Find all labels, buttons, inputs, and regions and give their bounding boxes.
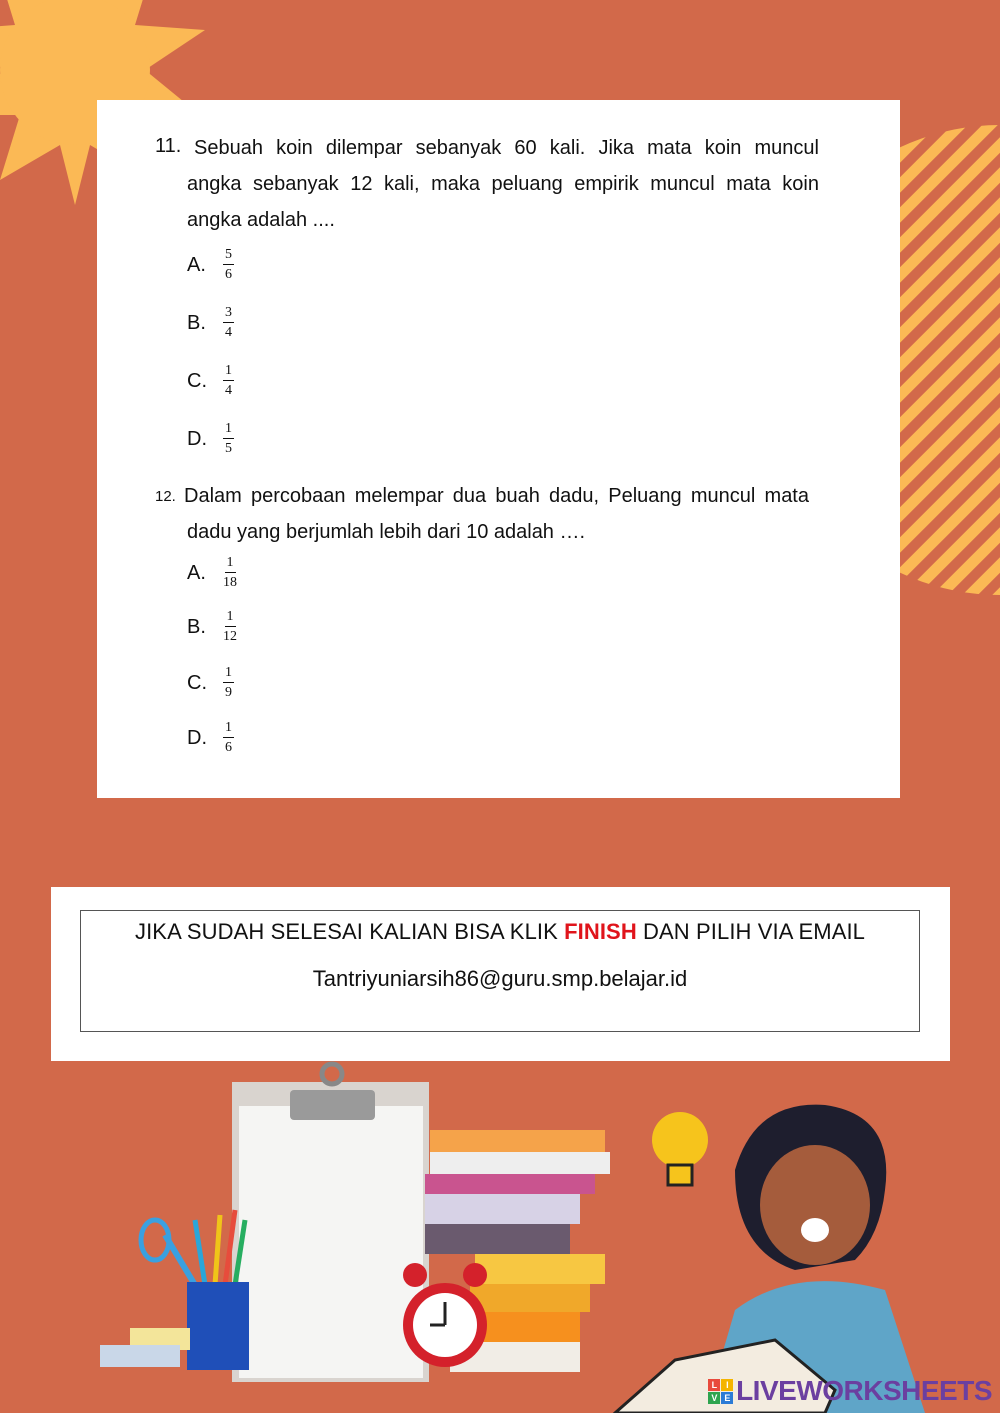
option-fraction: $\frac{1}{12}$ <box>223 609 237 644</box>
option-letter: C. <box>187 671 207 694</box>
question-number: 11. <box>155 135 182 157</box>
light-bulb-image <box>652 1112 708 1185</box>
option-letter: D. <box>187 427 207 450</box>
clipboard-image <box>232 1064 429 1382</box>
instruction-text: JIKA SUDAH SELESAI KALIAN BISA KLIK <box>134 919 565 944</box>
option-fraction: $\frac{1}{5}$ <box>225 421 232 456</box>
question-text: Dalam percobaan melempar dua buah dadu, Peluang muncul mata <box>184 485 809 507</box>
option-d[interactable] <box>187 414 234 464</box>
instruction-frame <box>80 910 920 1032</box>
option-fraction: $\frac{1}{18}$ <box>223 555 237 590</box>
option-d[interactable] <box>187 713 234 763</box>
option-a[interactable] <box>187 240 234 290</box>
instruction-text-end: DAN PILIH VIA EMAIL <box>636 919 866 944</box>
question-card <box>97 100 900 798</box>
alarm-clock-image <box>403 1263 487 1367</box>
liveworksheets-logo-icon: L I V E <box>708 1379 733 1404</box>
liveworksheets-watermark <box>708 1375 992 1407</box>
option-letter: D. <box>187 726 207 749</box>
school-supplies-illustration <box>95 1060 1000 1413</box>
option-letter: C. <box>187 369 207 392</box>
option-letter: A. <box>187 561 206 584</box>
option-c[interactable] <box>187 356 234 406</box>
finish-instruction <box>81 919 919 945</box>
question-text-continued: dadu yang berjumlah lebih dari 10 adalah …. <box>187 521 586 543</box>
watermark-text: LIVEWORKSHEETS <box>736 1375 992 1406</box>
pen-cup-image <box>100 1210 249 1370</box>
finish-keyword: FINISH <box>564 919 637 944</box>
option-b[interactable] <box>187 602 237 652</box>
option-a[interactable] <box>187 548 237 598</box>
option-fraction: $\frac{1}{6}$ <box>225 720 232 755</box>
option-letter: A. <box>187 253 206 276</box>
option-fraction: $\frac{1}{4}$ <box>225 363 232 398</box>
question-text-continued: angka sebanyak 12 kali, maka peluang empirik muncul mata koin angka adalah .... <box>187 173 819 231</box>
option-letter: B. <box>187 615 206 638</box>
question-number: 12. <box>155 488 176 505</box>
option-b[interactable] <box>187 298 234 348</box>
option-fraction: $\frac{5}{6}$ <box>225 247 232 282</box>
teacher-email: Tantriyuniarsih86@guru.smp.belajar.id <box>312 966 688 991</box>
question-text: Sebuah koin dilempar sebanyak 60 kali. Jika mata koin muncul <box>194 137 819 159</box>
option-fraction: $\frac{1}{9}$ <box>225 665 232 700</box>
option-letter: B. <box>187 311 206 334</box>
option-fraction: $\frac{3}{4}$ <box>225 305 232 340</box>
instruction-box <box>51 887 950 1061</box>
option-c[interactable] <box>187 658 234 708</box>
